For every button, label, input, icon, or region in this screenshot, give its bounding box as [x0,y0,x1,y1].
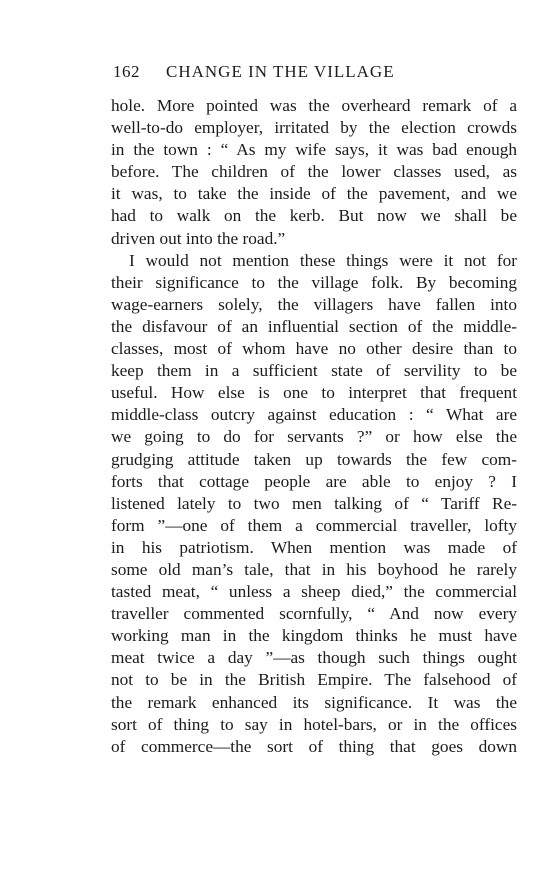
text-line: tasted meat, “ unless a sheep died,” the commercial [111,582,517,602]
text-line: we going to do for servants ?” or how else the [111,427,517,447]
running-head [113,62,517,86]
text-line: hole. More pointed was the overheard remark of a [111,96,517,115]
text-line: well-to-do employer, irritated by the election crowds [111,118,517,138]
text-line: meat twice a day ”—as though such things ought [111,648,517,668]
text-line: in his patriotism. When mention was made of [111,537,517,557]
text-line: form ”—one of them a commercial traveller, lofty [111,515,517,535]
text-line: the remark enhanced its significance. It was the [111,692,517,712]
body-text [111,95,517,758]
text-line: not to be in the British Empire. The falsehood of [111,670,517,690]
paragraph [111,250,517,758]
text-line: classes, most of whom have no other desire than to [111,339,517,359]
text-line: driven out into the road.” [111,228,286,248]
text-line: sort of thing to say in hotel-bars, or in the offices [111,714,517,734]
text-line: their significance to the village folk. By becoming [111,272,517,292]
text-line: traveller commented scornfully, “ And now every [111,604,517,624]
text-line: listened lately to two men talking of “ Tariff Re- [111,493,517,513]
text-line: forts that cottage people are able to enjoy ? I [111,471,517,491]
paragraph [111,95,517,250]
text-line: some old man’s tale, that in his boyhood he rarely [111,559,517,579]
text-line: of commerce—the sort of thing that goes down [111,736,517,756]
text-line: wage-earners solely, the villagers have fallen into [111,294,517,314]
text-line: it was, to take the inside of the pavement, and we [111,184,517,204]
text-line: working man in the kingdom thinks he must have [111,626,517,646]
text-line: grudging attitude taken up towards the few com- [111,449,517,469]
text-line: useful. How else is one to interpret that frequent [111,383,517,403]
text-line: keep them in a sufficient state of servility to be [111,361,517,381]
page-number: 162 [113,62,140,81]
text-line: middle-class outcry against education : “ What are [111,405,517,425]
text-line: in the town : “ As my wife says, it was bad enough [111,140,517,160]
text-line: the disfavour of an influential section of the middle- [111,316,517,336]
running-title: CHANGE IN THE VILLAGE [166,62,395,81]
text-line: had to walk on the kerb. But now we shall be [111,206,517,226]
text-line: I would not mention these things were it not for [129,250,517,270]
text-line: before. The children of the lower classes used, as [111,162,517,182]
